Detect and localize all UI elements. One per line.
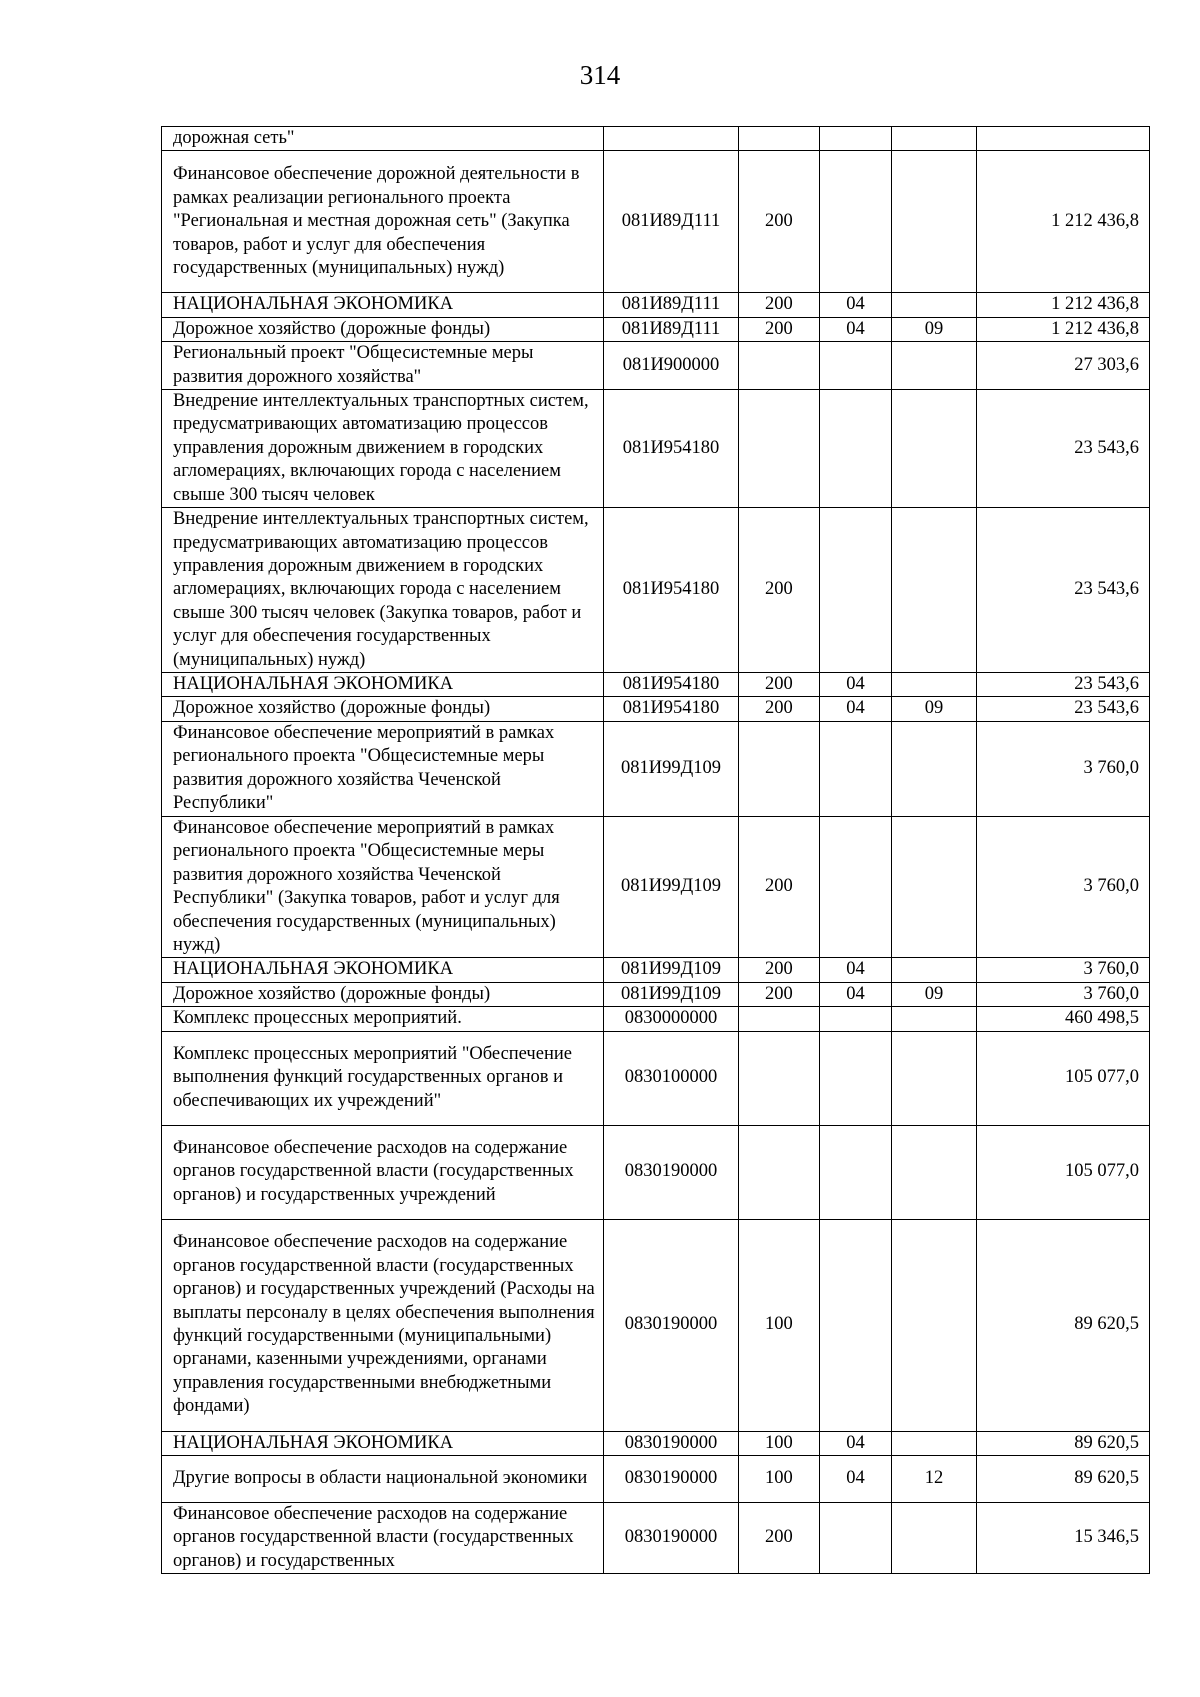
expense-type-cell [739, 1125, 820, 1219]
expense-name-cell: Внедрение интеллектуальных транспортных систем, предусматривающих автоматизацию процессов управления дорожным движением в городских агломерациях, включающих города с населением свыше 300 тысяч человек (Закупка товаров, работ и услуг для обеспечения государственных (муниципальных) нужд) [162, 508, 604, 673]
table-row [162, 958, 1150, 982]
expense-type-cell: 200 [739, 1502, 820, 1573]
expense-name-cell: Финансовое обеспечение дорожной деятельности в рамках реализации регионального проекта "Региональная и местная дорожная сеть" (Закупка товаров, работ и услуг для обеспечения государственных (муниципальных) нужд) [162, 151, 604, 293]
expense-type-cell [739, 342, 820, 390]
amount-cell: 89 620,5 [977, 1431, 1150, 1455]
table-row [162, 982, 1150, 1006]
expense-name-cell: Дорожное хозяйство (дорожные фонды) [162, 697, 604, 721]
table-body [162, 127, 1150, 1574]
subsection-cell [892, 1007, 977, 1031]
target-article-cell: 0830190000 [604, 1219, 739, 1431]
amount-cell: 23 543,6 [977, 673, 1150, 697]
subsection-cell [892, 390, 977, 508]
amount-cell: 23 543,6 [977, 508, 1150, 673]
expense-name-cell: Финансовое обеспечение расходов на содержание органов государственной власти (государственных органов) и государственных [162, 1502, 604, 1573]
amount-cell: 460 498,5 [977, 1007, 1150, 1031]
section-cell [820, 1125, 892, 1219]
amount-cell: 1 212 436,8 [977, 317, 1150, 341]
table-row [162, 1031, 1150, 1125]
table-row [162, 151, 1150, 293]
subsection-cell [892, 127, 977, 151]
target-article-cell: 081И99Д109 [604, 982, 739, 1006]
amount-cell: 89 620,5 [977, 1455, 1150, 1502]
target-article-cell: 0830190000 [604, 1502, 739, 1573]
expense-name-cell: Финансовое обеспечение расходов на содержание органов государственной власти (государственных органов) и государственных учреждений (Расходы на выплаты персоналу в целях обеспечения выполнения функций государственными (муниципальными) органами, казенными учреждениями, органами управления государственными внебюджетными фондами) [162, 1219, 604, 1431]
table-row [162, 390, 1150, 508]
section-cell [820, 390, 892, 508]
subsection-cell [892, 1125, 977, 1219]
target-article-cell: 0830100000 [604, 1031, 739, 1125]
table-row [162, 697, 1150, 721]
expense-type-cell: 200 [739, 151, 820, 293]
section-cell: 04 [820, 982, 892, 1006]
table-row [162, 1502, 1150, 1573]
table-row [162, 1125, 1150, 1219]
target-article-cell: 081И900000 [604, 342, 739, 390]
amount-cell: 3 760,0 [977, 816, 1150, 957]
section-cell: 04 [820, 697, 892, 721]
table-row [162, 293, 1150, 317]
section-cell [820, 816, 892, 957]
expense-type-cell [739, 1007, 820, 1031]
amount-cell: 105 077,0 [977, 1125, 1150, 1219]
expense-type-cell: 100 [739, 1431, 820, 1455]
expense-name-cell: дорожная сеть" [162, 127, 604, 151]
table-row [162, 317, 1150, 341]
table-row [162, 1455, 1150, 1502]
amount-cell: 3 760,0 [977, 958, 1150, 982]
amount-cell: 105 077,0 [977, 1031, 1150, 1125]
subsection-cell: 09 [892, 697, 977, 721]
section-cell [820, 127, 892, 151]
table-row [162, 673, 1150, 697]
target-article-cell: 081И954180 [604, 697, 739, 721]
subsection-cell: 09 [892, 982, 977, 1006]
expense-type-cell [739, 721, 820, 816]
section-cell: 04 [820, 317, 892, 341]
expense-type-cell: 200 [739, 958, 820, 982]
expense-name-cell: Дорожное хозяйство (дорожные фонды) [162, 982, 604, 1006]
subsection-cell [892, 1219, 977, 1431]
target-article-cell: 0830190000 [604, 1431, 739, 1455]
subsection-cell [892, 1431, 977, 1455]
subsection-cell [892, 293, 977, 317]
expense-name-cell: НАЦИОНАЛЬНАЯ ЭКОНОМИКА [162, 958, 604, 982]
target-article-cell: 081И954180 [604, 673, 739, 697]
target-article-cell: 081И89Д111 [604, 317, 739, 341]
expense-type-cell: 200 [739, 673, 820, 697]
expense-name-cell: Комплекс процессных мероприятий. [162, 1007, 604, 1031]
page-number: 314 [579, 60, 621, 90]
table-row [162, 1007, 1150, 1031]
amount-cell: 15 346,5 [977, 1502, 1150, 1573]
table-row [162, 127, 1150, 151]
table-row [162, 816, 1150, 957]
section-cell: 04 [820, 293, 892, 317]
amount-cell: 3 760,0 [977, 982, 1150, 1006]
amount-cell: 27 303,6 [977, 342, 1150, 390]
expense-name-cell: Финансовое обеспечение расходов на содержание органов государственной власти (государственных органов) и государственных учреждений [162, 1125, 604, 1219]
expense-type-cell: 200 [739, 508, 820, 673]
expense-type-cell: 100 [739, 1219, 820, 1431]
target-article-cell: 081И954180 [604, 508, 739, 673]
section-cell [820, 1007, 892, 1031]
amount-cell [977, 127, 1150, 151]
target-article-cell: 081И99Д109 [604, 958, 739, 982]
expense-type-cell [739, 1031, 820, 1125]
target-article-cell [604, 127, 739, 151]
section-cell: 04 [820, 1431, 892, 1455]
subsection-cell [892, 721, 977, 816]
section-cell [820, 151, 892, 293]
target-article-cell: 081И954180 [604, 390, 739, 508]
subsection-cell [892, 673, 977, 697]
expense-type-cell [739, 390, 820, 508]
expense-name-cell: Комплекс процессных мероприятий "Обеспечение выполнения функций государственных органов и обеспечивающих их учреждений" [162, 1031, 604, 1125]
subsection-cell [892, 958, 977, 982]
subsection-cell [892, 342, 977, 390]
subsection-cell [892, 1502, 977, 1573]
expense-type-cell: 200 [739, 697, 820, 721]
expense-name-cell: Внедрение интеллектуальных транспортных систем, предусматривающих автоматизацию процессов управления дорожным движением в городских агломерациях, включающих города с населением свыше 300 тысяч человек [162, 390, 604, 508]
target-article-cell: 081И99Д109 [604, 721, 739, 816]
target-article-cell: 0830190000 [604, 1455, 739, 1502]
subsection-cell [892, 508, 977, 673]
section-cell [820, 342, 892, 390]
subsection-cell [892, 816, 977, 957]
amount-cell: 3 760,0 [977, 721, 1150, 816]
table-row [162, 1431, 1150, 1455]
table-row [162, 1219, 1150, 1431]
expense-type-cell: 200 [739, 982, 820, 1006]
subsection-cell: 12 [892, 1455, 977, 1502]
expense-name-cell: Финансовое обеспечение мероприятий в рамках регионального проекта "Общесистемные меры развития дорожного хозяйства Чеченской Республики" [162, 721, 604, 816]
section-cell [820, 508, 892, 673]
target-article-cell: 0830000000 [604, 1007, 739, 1031]
expense-name-cell: НАЦИОНАЛЬНАЯ ЭКОНОМИКА [162, 673, 604, 697]
expense-name-cell: Другие вопросы в области национальной экономики [162, 1455, 604, 1502]
amount-cell: 1 212 436,8 [977, 151, 1150, 293]
expense-type-cell [739, 127, 820, 151]
expense-type-cell: 200 [739, 293, 820, 317]
section-cell: 04 [820, 673, 892, 697]
expense-type-cell: 200 [739, 317, 820, 341]
expense-name-cell: НАЦИОНАЛЬНАЯ ЭКОНОМИКА [162, 293, 604, 317]
target-article-cell: 0830190000 [604, 1125, 739, 1219]
expense-type-cell: 100 [739, 1455, 820, 1502]
section-cell [820, 1219, 892, 1431]
target-article-cell: 081И99Д109 [604, 816, 739, 957]
amount-cell: 23 543,6 [977, 697, 1150, 721]
subsection-cell [892, 1031, 977, 1125]
section-cell: 04 [820, 1455, 892, 1502]
subsection-cell [892, 151, 977, 293]
section-cell [820, 1031, 892, 1125]
table-row [162, 508, 1150, 673]
amount-cell: 89 620,5 [977, 1219, 1150, 1431]
section-cell [820, 1502, 892, 1573]
expense-name-cell: Региональный проект "Общесистемные меры развития дорожного хозяйства" [162, 342, 604, 390]
section-cell [820, 721, 892, 816]
subsection-cell: 09 [892, 317, 977, 341]
expense-name-cell: Финансовое обеспечение мероприятий в рамках регионального проекта "Общесистемные меры развития дорожного хозяйства Чеченской Республики" (Закупка товаров, работ и услуг для обеспечения государственных (муниципальных) нужд) [162, 816, 604, 957]
amount-cell: 1 212 436,8 [977, 293, 1150, 317]
expense-name-cell: Дорожное хозяйство (дорожные фонды) [162, 317, 604, 341]
expense-name-cell: НАЦИОНАЛЬНАЯ ЭКОНОМИКА [162, 1431, 604, 1455]
target-article-cell: 081И89Д111 [604, 151, 739, 293]
expense-type-cell: 200 [739, 816, 820, 957]
table-row [162, 721, 1150, 816]
section-cell: 04 [820, 958, 892, 982]
budget-table [161, 126, 1150, 1574]
table-row [162, 342, 1150, 390]
target-article-cell: 081И89Д111 [604, 293, 739, 317]
amount-cell: 23 543,6 [977, 390, 1150, 508]
